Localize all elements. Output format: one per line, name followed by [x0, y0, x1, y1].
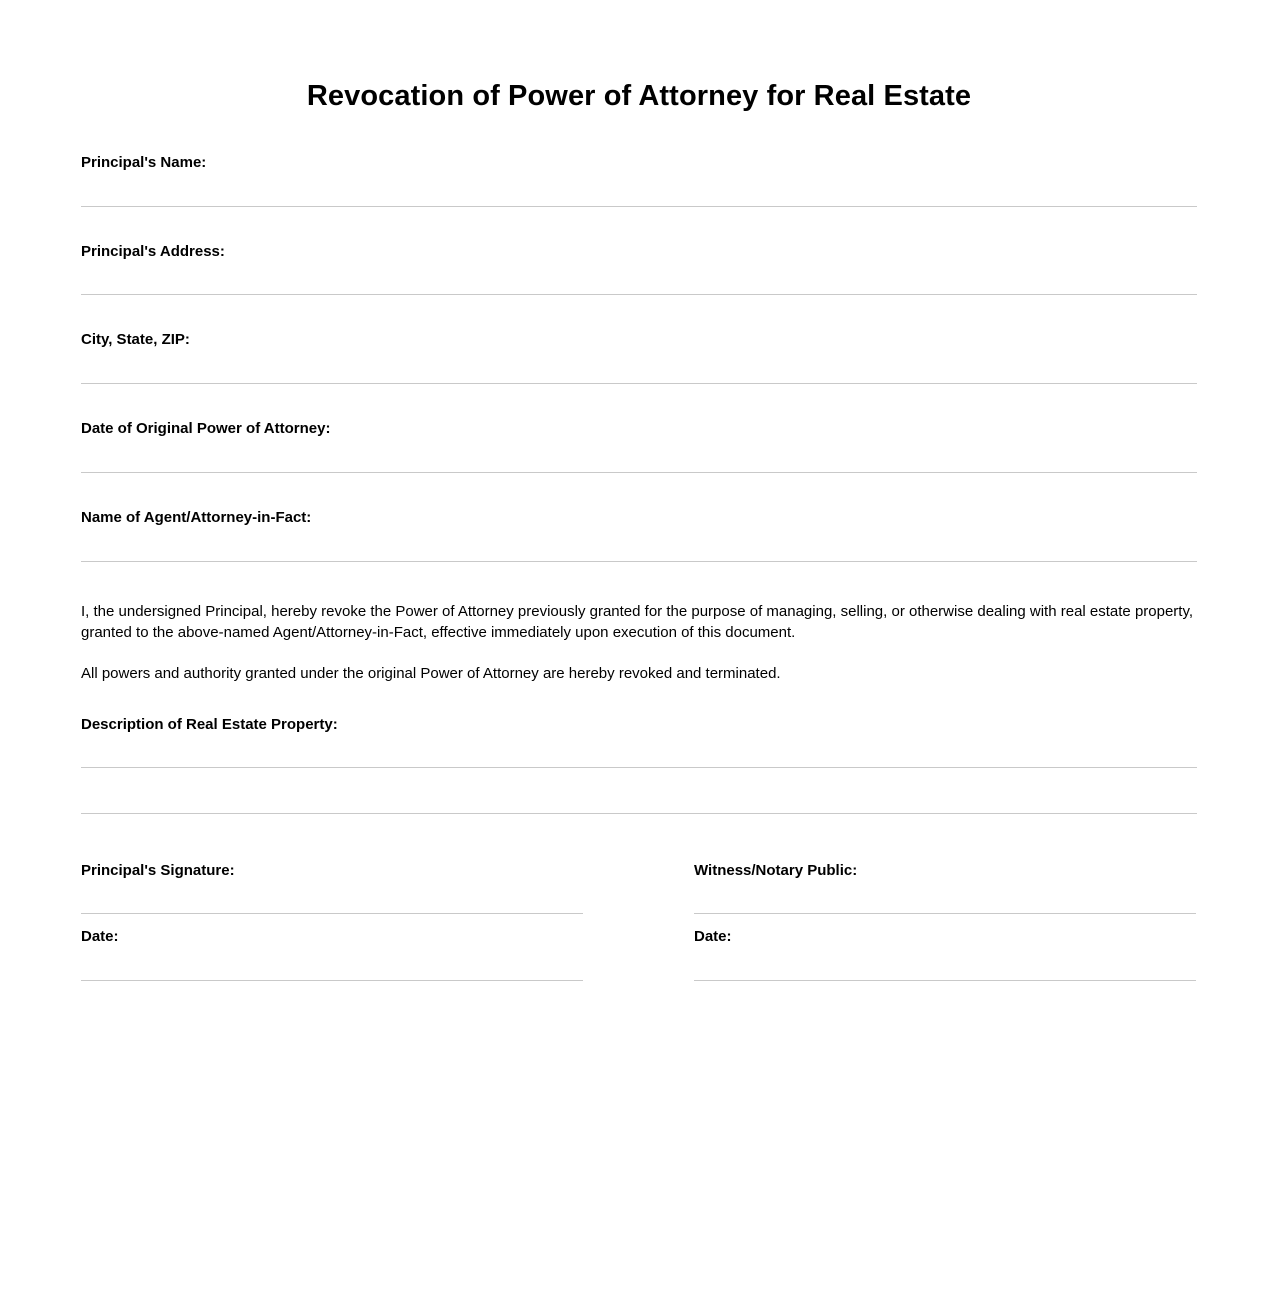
termination-statement-paragraph: All powers and authority granted under the original Power of Attorney are hereby revoked and terminated. — [81, 665, 781, 683]
field-label-city-state-zip: City, State, ZIP: — [81, 331, 190, 349]
field-date-of-original-poa — [81, 420, 1197, 473]
field-input-principals-address[interactable] — [81, 294, 1197, 295]
field-principals-address — [81, 243, 1197, 296]
field-input-city-state-zip[interactable] — [81, 383, 1197, 384]
signature-column-principal — [81, 862, 583, 981]
field-principals-name — [81, 154, 1197, 207]
field-label-agent-name: Name of Agent/Attorney-in-Fact: — [81, 508, 312, 526]
signature-section — [81, 862, 1197, 981]
field-label-principals-signature: Principal's Signature: — [81, 862, 235, 880]
field-city-state-zip — [81, 331, 1197, 384]
field-input-principals-name[interactable] — [81, 206, 1197, 207]
field-label-date-of-original-poa: Date of Original Power of Attorney: — [81, 420, 331, 438]
field-label-property-description: Description of Real Estate Property: — [81, 716, 338, 734]
field-input-agent-name[interactable] — [81, 561, 1197, 562]
field-label-principals-address: Principal's Address: — [81, 242, 225, 260]
field-label-witness-date: Date: — [694, 927, 732, 945]
field-input-witness-date[interactable] — [694, 980, 1196, 981]
field-input-property-description-line-2[interactable] — [81, 813, 1197, 814]
revocation-statement-paragraph: I, the undersigned Principal, hereby revoke the Power of Attorney previously granted for the purpose of managing, selling, or otherwise dealing with real estate property, granted to the above-named Agent/Attorney-in-Fact, effective immediately upon execution of this document. — [81, 602, 1194, 641]
field-label-principal-date: Date: — [81, 927, 119, 945]
field-label-witness-notary-public: Witness/Notary Public: — [694, 862, 858, 880]
signature-column-witness — [694, 862, 1196, 981]
field-input-date-of-original-poa[interactable] — [81, 472, 1197, 473]
field-agent-name — [81, 509, 1197, 562]
field-input-principal-date[interactable] — [81, 980, 583, 981]
page-title: Revocation of Power of Attorney for Real Estate — [306, 80, 972, 112]
field-property-description — [81, 716, 1197, 814]
field-input-property-description-line-1[interactable] — [81, 767, 1197, 768]
field-label-principals-name: Principal's Name: — [81, 153, 207, 171]
field-input-principals-signature[interactable] — [81, 913, 583, 914]
field-input-witness-notary-public[interactable] — [694, 913, 1196, 914]
